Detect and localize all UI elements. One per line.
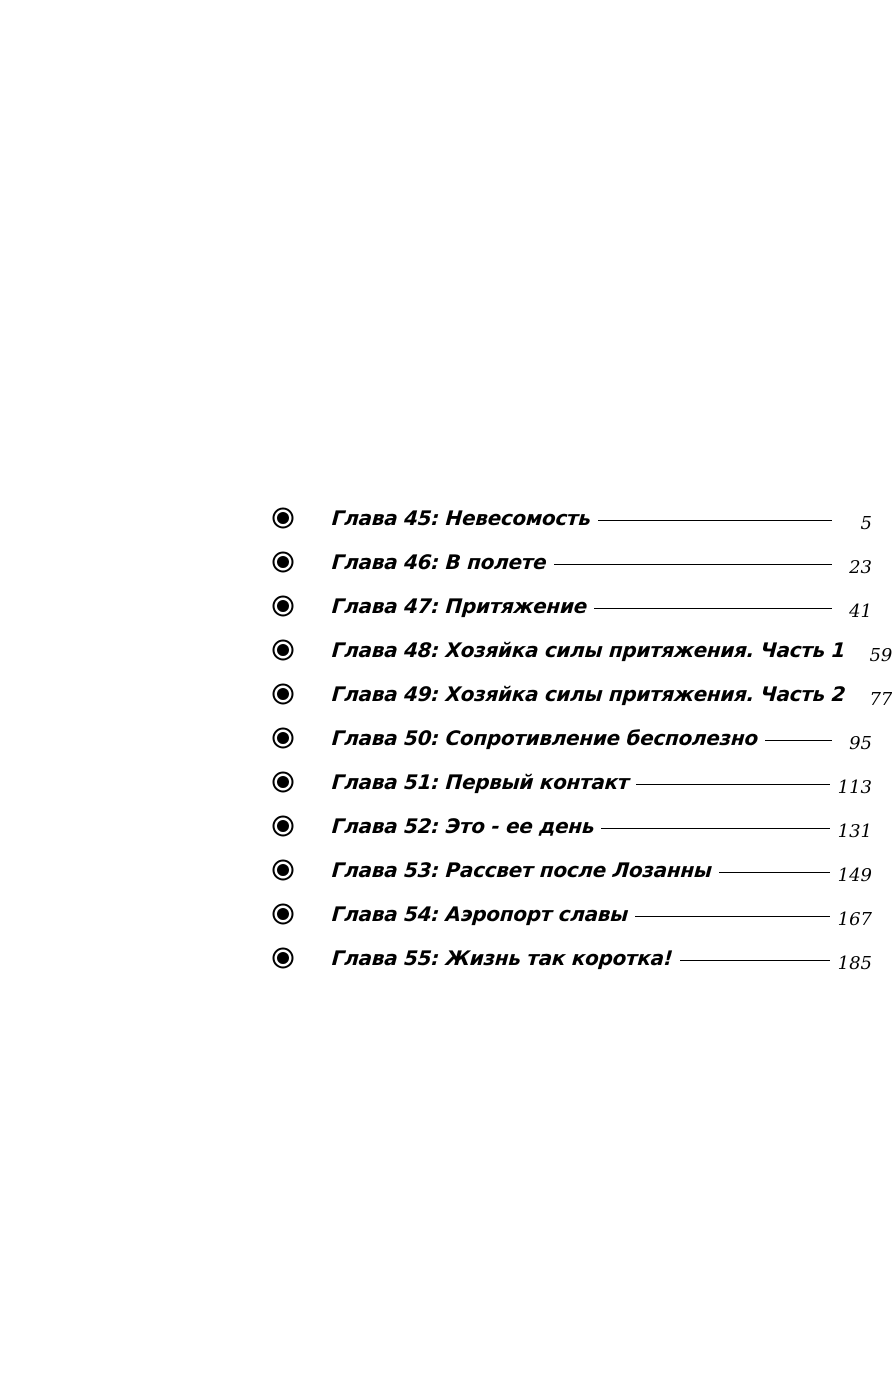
table-of-contents [272, 496, 892, 980]
bullet-icon [272, 507, 294, 529]
chapter-title: Глава 55: Жизнь так коротка! [331, 946, 674, 970]
toc-entry [272, 892, 872, 936]
toc-entry [272, 760, 872, 804]
toc-entry [272, 496, 872, 540]
toc-entry [272, 848, 872, 892]
chapter-title: Глава 49: Хозяйка силы притяжения. Часть 2 [331, 682, 847, 706]
page-number: 149 [837, 864, 872, 886]
toc-entry [272, 540, 872, 584]
chapter-title: Глава 54: Аэропорт славы [331, 902, 630, 926]
chapter-title: Глава 45: Невесомость [331, 506, 592, 530]
leader-line [719, 872, 830, 873]
chapter-title: Глава 50: Сопротивление бесполезно [331, 726, 759, 750]
page-number: 167 [837, 908, 872, 930]
toc-entry [272, 628, 892, 672]
bullet-icon [272, 859, 294, 881]
page-number: 77 [869, 688, 892, 710]
chapter-title: Глава 53: Рассвет после Лозанны [331, 858, 713, 882]
leader-line [635, 916, 829, 917]
leader-line [554, 564, 832, 565]
toc-entry [272, 936, 872, 980]
leader-line [636, 784, 829, 785]
bullet-icon [272, 551, 294, 573]
bullet-icon [272, 639, 294, 661]
bullet-icon [272, 727, 294, 749]
page-number: 5 [860, 512, 872, 534]
bullet-icon [272, 771, 294, 793]
page-number: 131 [837, 820, 872, 842]
leader-line [601, 828, 829, 829]
toc-entry [272, 672, 892, 716]
bullet-icon [272, 595, 294, 617]
chapter-title: Глава 52: Это - ее день [331, 814, 596, 838]
page-number: 59 [869, 644, 892, 666]
chapter-title: Глава 51: Первый контакт [331, 770, 631, 794]
toc-entry [272, 804, 872, 848]
bullet-icon [272, 903, 294, 925]
page-number: 23 [849, 556, 872, 578]
page-number: 41 [849, 600, 872, 622]
bullet-icon [272, 683, 294, 705]
toc-entry [272, 716, 872, 760]
toc-entry [272, 584, 872, 628]
chapter-title: Глава 46: В полете [331, 550, 548, 574]
leader-line [598, 520, 832, 521]
chapter-title: Глава 47: Притяжение [331, 594, 589, 618]
leader-line [765, 740, 832, 741]
page-number: 185 [837, 952, 872, 974]
page-number: 95 [849, 732, 872, 754]
chapter-title: Глава 48: Хозяйка силы притяжения. Часть 1 [331, 638, 847, 662]
leader-line [680, 960, 830, 961]
bullet-icon [272, 947, 294, 969]
bullet-icon [272, 815, 294, 837]
page-number: 113 [837, 776, 872, 798]
leader-line [594, 608, 832, 609]
